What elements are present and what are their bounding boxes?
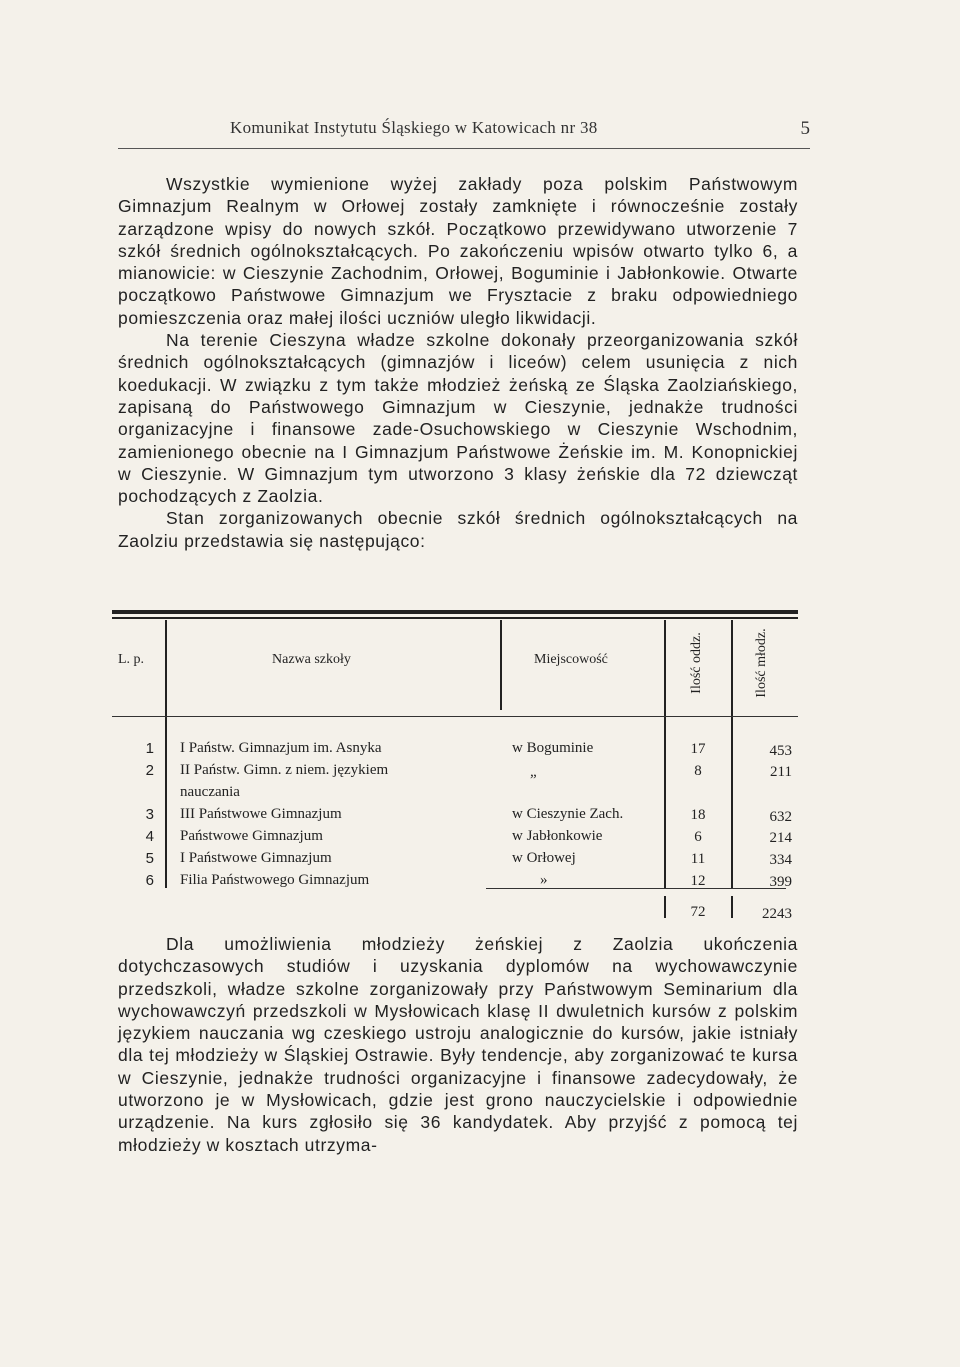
header-lp: L. p.: [118, 652, 145, 667]
paragraph-1: Wszystkie wymienione wyżej zakłady poza polskim Państwowym Gimnazjum Realnym w Orłowej zostały zamknięte i równocześnie zostały zarządzone wpisy do nowych szkół. Początkowo przewidywano utworzenie 7 szkół średnich ogólnokształcących. Po zakończeniu wpisów otwarto tylko 6, a mianowicie: w Cieszynie Zachodnim, Orłowej, Boguminie i Jabłonkowie. Otwarte początkowo Państwowe Gimnazjum we Frysztacie z braku odpowiedniego pomieszczenia oraz małej ilości uczniów uległo likwidacji.: [118, 174, 798, 328]
row-2-lp: 2: [145, 762, 154, 779]
row-6-youth: 399: [769, 874, 792, 890]
column-divider: [731, 620, 733, 888]
total-branches: 72: [690, 904, 706, 920]
closing-text: [118, 933, 798, 1156]
row-5-place: w Orłowej: [512, 850, 576, 866]
header-place: Miejscowość: [534, 652, 608, 667]
running-header: [230, 118, 810, 142]
row-2-name: II Państw. Gimn. z niem. językiem: [180, 762, 389, 778]
column-divider: [664, 620, 666, 888]
sum-underline: [486, 888, 786, 889]
row-1-name: I Państw. Gimnazjum im. Asnyka: [180, 740, 382, 756]
header-separator: [112, 716, 798, 717]
header-youth: Ilość młodz.: [754, 628, 769, 698]
row-2-name-cont: nauczania: [180, 784, 240, 800]
total-divider: [731, 896, 733, 918]
row-2-place: „: [530, 764, 537, 780]
column-divider: [500, 620, 502, 710]
table-top-rule: [112, 610, 798, 614]
header-branches: Ilość oddz.: [689, 632, 704, 694]
paragraph-2: Na terenie Cieszyna władze szkolne dokonały przeorganizowania szkół średnich ogólnokształcących (gimnazjów i liceów) celem usunięcia z nich koedukacji. W związku z tym także młodzież żeńską ze Śląska Zaolziańskiego, zapisaną do Państwowego Gimnazjum w Cieszynie, jednakże trudności organizacyjne i finansowe zade-Osuchowskiego w Cieszynie Wschodnim, zamienionego obecnie na I Gimnazjum Państwowe Żeńskie im. M. Konopnickiej w Cieszynie. W Gimnazjum tym utworzono 3 klasy żeńskie dla 72 dziewcząt pochodzących z Zaolzia.: [118, 330, 798, 507]
total-youth: 2243: [762, 906, 792, 922]
row-1-branches: 17: [690, 741, 706, 757]
table-top-rule-thin: [112, 617, 798, 619]
total-divider: [664, 896, 666, 918]
row-3-branches: 18: [690, 807, 706, 823]
column-divider: [165, 620, 167, 888]
row-1-place: w Boguminie: [512, 740, 594, 756]
row-3-place: w Cieszynie Zach.: [512, 806, 624, 822]
paragraph-3: Stan zorganizowanych obecnie szkół średnich ogólnokształcących na Zaolziu przedstawia się następująco:: [118, 508, 798, 551]
row-4-branches: 6: [694, 829, 702, 845]
row-5-youth: 334: [769, 852, 792, 868]
row-1-lp: 1: [145, 740, 154, 757]
row-6-lp: 6: [145, 872, 154, 889]
row-6-place: »: [540, 872, 548, 888]
closing-paragraph: Dla umożliwienia młodzieży żeńskiej z Zaolzia ukończenia dotychczasowych studiów i uzyskania dyplomów na wychowawczynie przedszkoli, władze szkolne zorganizowały przy Państwowym Seminarium dla wychowawczyń przedszkoli w Mysłowicach klasę II dwuletnich kursów z polskim językiem nauczania wg czeskiego ustroju analogicznie do kursów, jakie istniały dla tej młodzieży w Śląskiej Ostrawie. Były tendencje, aby zorganizować te kursa w Cieszynie, jednakże trudności organizacyjne i finansowe zadecydowały, że utworzono je w Mysłowicach, gdzie jest grono nauczycielskie i odpowiednie urządzenie. Na kurs zgłosiło się 36 kandydatek. Aby przyjść z pomocą tej młodzieży w kosztach utrzyma-: [118, 934, 798, 1155]
header-rule: [118, 148, 810, 149]
row-3-youth: 632: [769, 809, 792, 825]
page-number: 5: [800, 118, 810, 139]
row-2-youth: 211: [770, 764, 792, 780]
journal-title: Komunikat Instytutu Śląskiego w Katowicach nr 38: [230, 118, 598, 137]
row-5-branches: 11: [690, 851, 706, 867]
row-4-youth: 214: [769, 830, 792, 846]
row-5-lp: 5: [145, 850, 154, 867]
row-1-youth: 453: [769, 743, 792, 759]
row-4-name: Państwowe Gimnazjum: [180, 828, 323, 844]
body-text: [118, 173, 798, 552]
row-6-branches: 12: [690, 873, 706, 889]
row-5-name: I Państwowe Gimnazjum: [180, 850, 332, 866]
row-4-place: w Jabłonkowie: [512, 828, 603, 844]
row-6-name: Filia Państwowego Gimnazjum: [180, 872, 370, 888]
row-2-branches: 8: [694, 763, 702, 779]
header-name: Nazwa szkoły: [272, 652, 351, 667]
row-3-lp: 3: [145, 806, 154, 823]
row-3-name: III Państwowe Gimnazjum: [180, 806, 342, 822]
row-4-lp: 4: [145, 828, 154, 845]
